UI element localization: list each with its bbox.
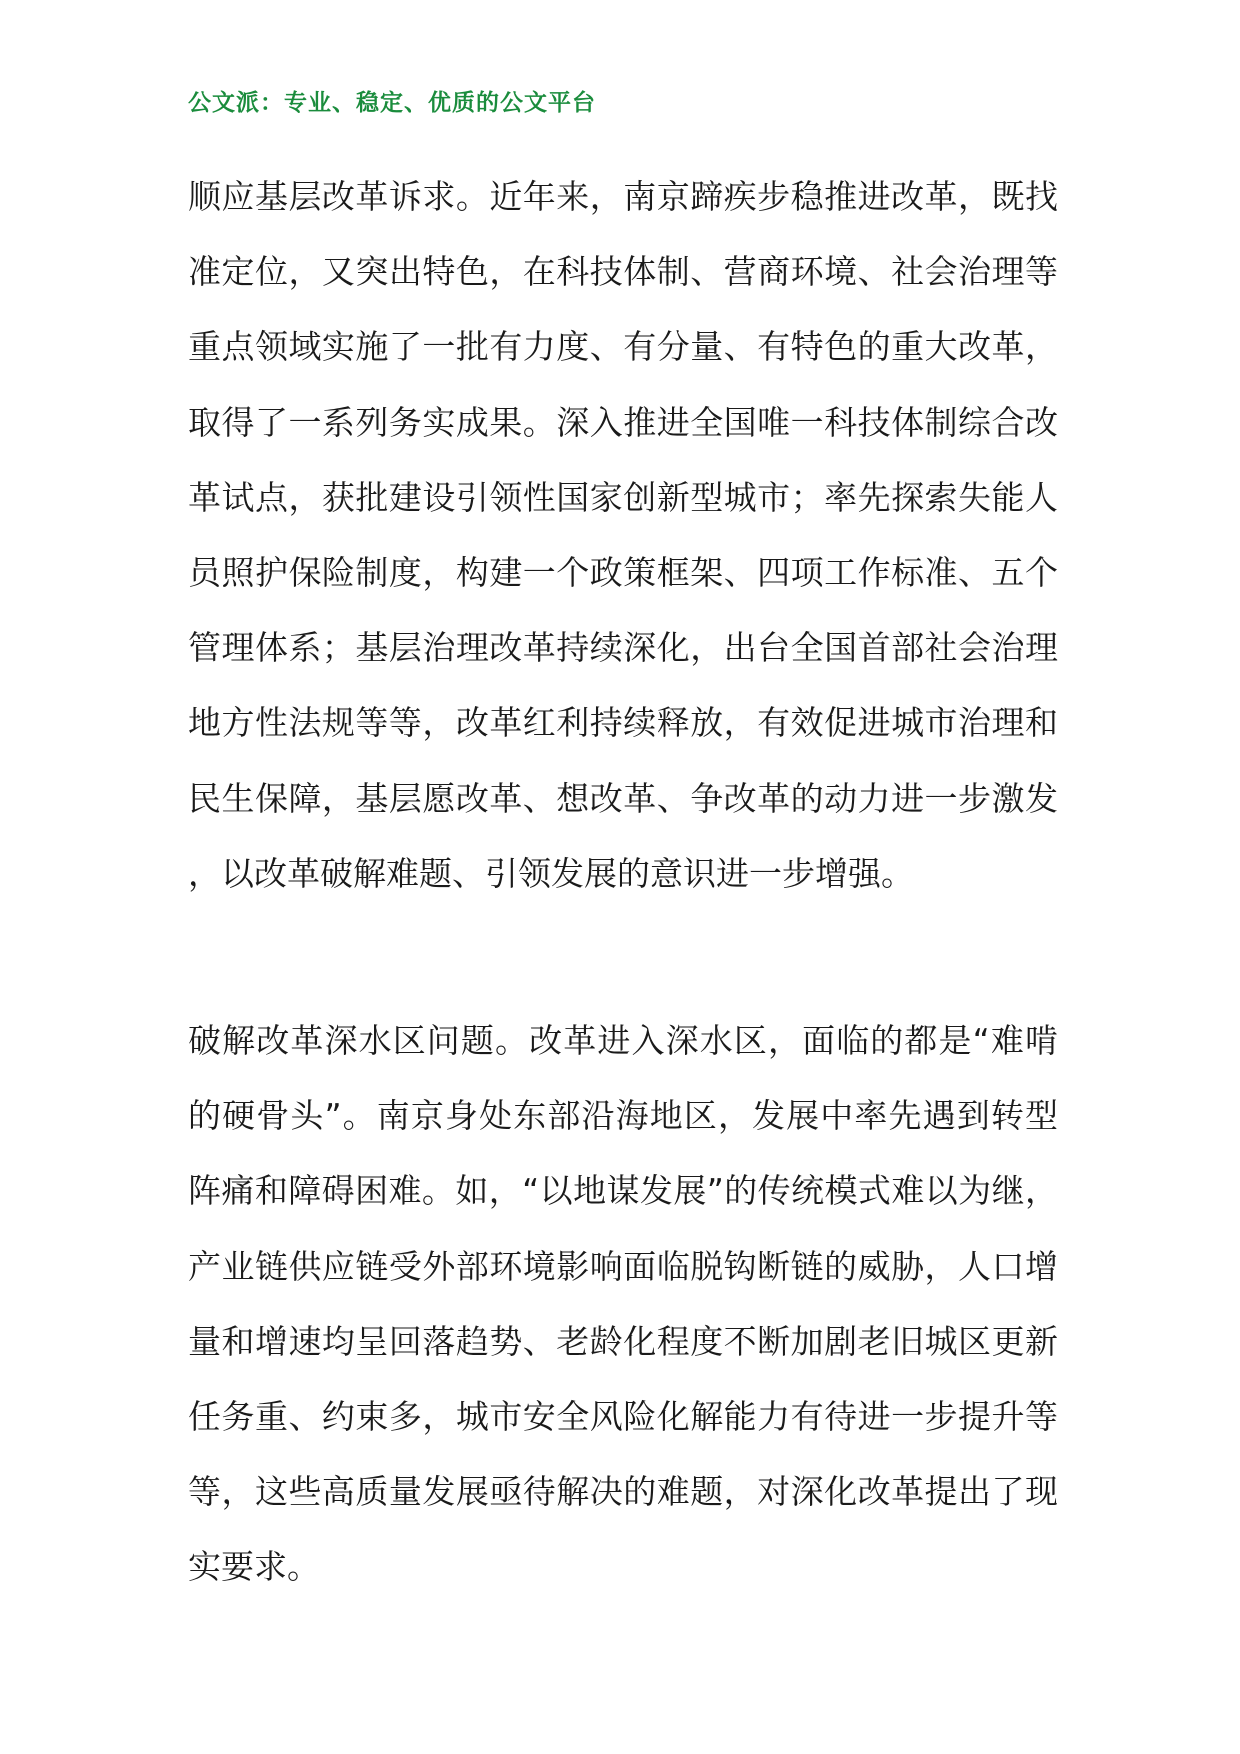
paragraph-2: 破解改革深水区问题。改革进入深水区，面临的都是“难啃的硬骨头”。南京身处东部沿海地区，发展中率先遇到转型阵痛和障碍困难。如，“以地谋发展”的传统模式难以为继，产业链供应链受外部环境影响面临脱钩断链的威胁，人口增量和增速均呈回落趋势、老龄化程度不断加剧老旧城区更新任务重、约束多，城市安全风险化解能力有待进一步提升等等，这些高质量发展亟待解决的难题，对深化改革提出了现实要求。 <box>188 1021 1058 1587</box>
site-header: 公文派：专业、稳定、优质的公文平台 <box>188 90 596 116</box>
paragraph-1: 顺应基层改革诉求。近年来，南京蹄疾步稳推进改革，既找准定位，又突出特色，在科技体制、营商环境、社会治理等重点领域实施了一批有力度、有分量、有特色的重大改革，取得了一系列务实成果。深入推进全国唯一科技体制综合改革试点，获批建设引领性国家创新型城市；率先探索失能人员照护保险制度，构建一个政策框架、四项工作标准、五个管理体系；基层治理改革持续深化，出台全国首部社会治理地方性法规等等，改革红利持续释放，有效促进城市治理和民生保障，基层愿改革、想改革、争改革的动力进一步激发，以改革破解难题、引领发展的意识进一步增强。 <box>188 177 1058 893</box>
